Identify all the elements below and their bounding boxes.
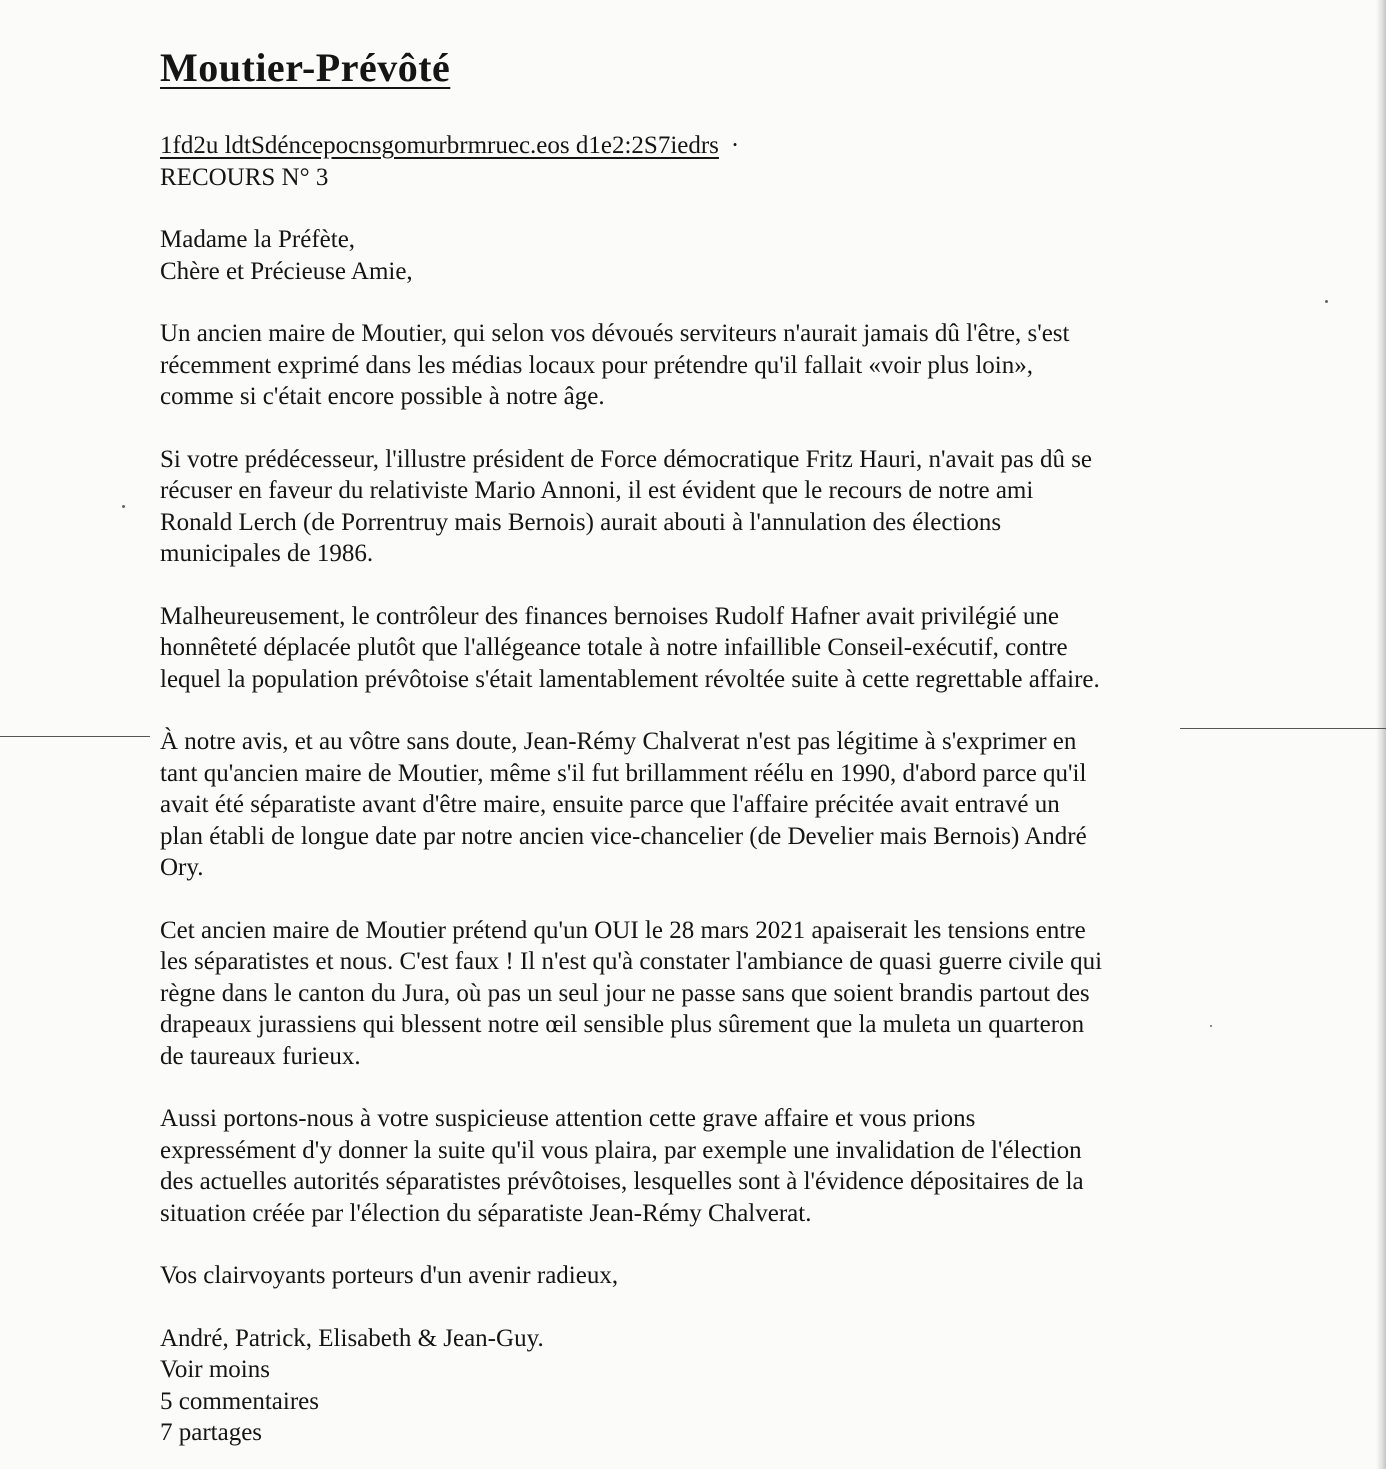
paragraph-5 — [160, 915, 1220, 1073]
text-line: règne dans le canton du Jura, où pas un seul jour ne passe sans que soient brandis partout des — [160, 979, 1090, 1007]
comments-count[interactable]: 5 commentaires — [160, 1387, 319, 1415]
letter-header — [160, 130, 1220, 193]
garbled-meta-line[interactable] — [160, 130, 1220, 162]
paragraph-2 — [160, 444, 1220, 570]
recours-reference: RECOURS N° 3 — [160, 163, 329, 191]
text-line: avait été séparatiste avant d'être maire, ensuite parce que l'affaire précitée avait entravé un — [160, 791, 1060, 818]
scan-edge-shadow — [1376, 0, 1386, 1469]
text-line: de taureaux furieux. — [160, 1042, 361, 1070]
text-line: Aussi portons-nous à votre suspicieuse attention cette grave affaire et vous prions — [160, 1105, 976, 1132]
text-line: les séparatistes et nous. C'est faux ! Il n'est qu'à constater l'ambiance de quasi guerre civile qui — [160, 948, 1103, 975]
scan-speck — [1325, 300, 1328, 303]
page-title: Moutier-Prévôté — [160, 45, 451, 90]
text-line: expressément d'y donner la suite qu'il vous plaira, par exemple une invalidation de l'élection — [160, 1136, 1082, 1164]
salutation-block — [160, 224, 1220, 287]
closing-block — [160, 1260, 1220, 1292]
scan-speck — [122, 505, 125, 508]
paragraph-1 — [160, 318, 1220, 413]
text-line: Si votre prédécesseur, l'illustre président de Force démocratique Fritz Hauri, n'avait pas dû se — [160, 445, 1093, 473]
text-line: municipales de 1986. — [160, 540, 374, 567]
text-line: Ronald Lerch (de Porrentruy mais Bernois) aurait abouti à l'annulation des élections — [160, 508, 1002, 536]
text-line: Malheureusement, le contrôleur des finances bernoises Rudolf Hafner avait privilégié une — [160, 602, 1059, 630]
meta-dot: · — [730, 132, 740, 159]
garbled-meta-link[interactable]: 1fd2u ldtSdéncepocnsgomurbrmruec.eos d1e2:2S7iedrs — [160, 132, 719, 159]
text-line: Un ancien maire de Moutier, qui selon vos dévoués serviteurs n'aurait jamais dû l'être, s'est — [160, 320, 1070, 347]
scan-fold-line-left — [0, 736, 150, 737]
text-line: des actuelles autorités séparatistes prévôtoises, lesquelles sont à l'évidence dépositaires de la — [160, 1168, 1084, 1195]
paragraph-3 — [160, 601, 1220, 696]
see-less-link[interactable]: Voir moins — [160, 1356, 270, 1383]
text-line: Cet ancien maire de Moutier prétend qu'un OUI le 28 mars 2021 apaiserait les tensions entre — [160, 916, 1086, 944]
text-line: situation créée par l'élection du séparatiste Jean-Rémy Chalverat. — [160, 1199, 812, 1227]
text-line: honnêteté déplacée plutôt que l'allégeance totale à notre infaillible Conseil-exécutif, contre — [160, 634, 1068, 661]
text-line: récuser en faveur du relativiste Mario Annoni, il est évident que le recours de notre ami — [160, 477, 1034, 504]
closing-line: Vos clairvoyants porteurs d'un avenir radieux, — [160, 1262, 619, 1289]
text-line: plan établi de longue date par notre ancien vice-chancelier (de Develier mais Bernois) André — [160, 822, 1087, 850]
signature-line: André, Patrick, Elisabeth & Jean-Guy. — [160, 1324, 544, 1352]
text-line: tant qu'ancien maire de Moutier, même s'il fut brillamment réélu en 1990, d'abord parce qu'il — [160, 759, 1087, 787]
letter-page — [160, 40, 1220, 1449]
text-line: Ory. — [160, 854, 204, 881]
signature-block — [160, 1323, 1220, 1449]
text-line: récemment exprimé dans les médias locaux pour prétendre qu'il fallait «voir plus loin», — [160, 351, 1033, 379]
shares-count[interactable]: 7 partages — [160, 1419, 263, 1446]
text-line: drapeaux jurassiens qui blessent notre œil sensible plus sûrement que la muleta un quarteron — [160, 1011, 1085, 1038]
paragraph-6 — [160, 1103, 1220, 1229]
text-line: lequel la population prévôtoise s'était lamentablement révoltée suite à cette regrettable affaire. — [160, 665, 1100, 693]
paragraph-4 — [160, 726, 1220, 884]
text-line: comme si c'était encore possible à notre âge. — [160, 383, 605, 410]
text-line: À notre avis, et au vôtre sans doute, Jean-Rémy Chalverat n'est pas légitime à s'exprimer en — [160, 728, 1077, 755]
salutation-line: Chère et Précieuse Amie, — [160, 257, 413, 285]
salutation-line: Madame la Préfète, — [160, 226, 356, 253]
